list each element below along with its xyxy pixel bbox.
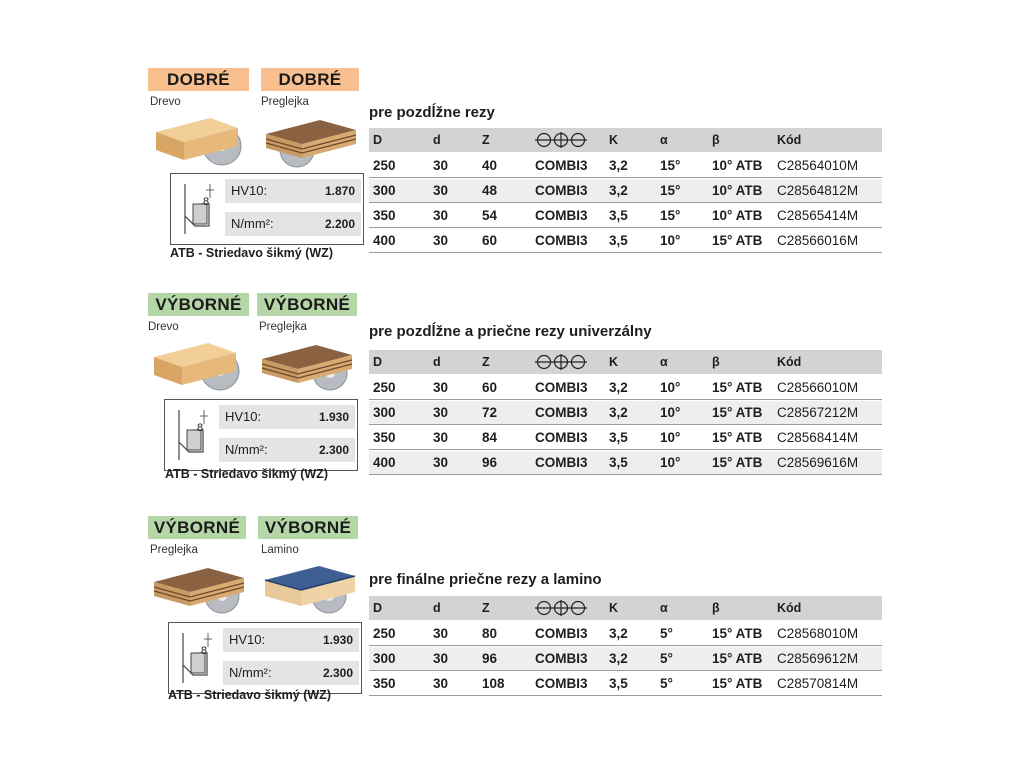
cell-Z: 72 [482,405,498,420]
cell-d: 30 [433,676,449,691]
table-header [369,596,882,620]
header-d: d [433,133,441,147]
cell-beta: 15° ATB [712,455,763,470]
cell-alpha: 15° [660,208,681,223]
header-beta: β [712,133,720,147]
hv10-value: 1.870 [324,184,355,198]
cell-beta: 15° ATB [712,626,763,641]
cell-K: 3,5 [609,208,628,223]
cell-K: 3,5 [609,233,628,248]
cell-alpha: 10° [660,380,681,395]
cell-type: COMBI3 [535,233,588,248]
cell-kod: C28569612M [777,651,859,666]
cell-K: 3,5 [609,676,628,691]
cell-beta: 15° ATB [712,676,763,691]
header-d: d [433,355,441,369]
cell-d: 30 [433,158,449,173]
wood-board-icon [150,108,248,172]
tensile-value: 2.200 [324,217,355,231]
header-beta: β [712,355,720,369]
header-D: D [373,355,383,369]
tensile-label: N/mm²: [225,442,268,457]
cell-kod: C28564812M [777,183,859,198]
table-row [369,426,882,450]
table-row [369,154,882,178]
cell-kod: C28568414M [777,430,859,445]
header-kod: Kód [777,133,802,147]
material-label-1: Drevo [150,96,181,108]
header-alpha: α [660,355,668,369]
cell-d: 30 [433,233,449,248]
header-alpha: α [660,601,668,615]
tooth-dimension: 8 [197,422,204,434]
cell-type: COMBI3 [535,380,588,395]
hv10-row [223,628,359,652]
section-title: pre pozdĺžne a priečne rezy univerzálny [369,323,652,340]
table-row [369,451,882,475]
header-beta: β [712,601,720,615]
cell-D: 250 [373,626,396,641]
hardness-spec-box [168,622,362,694]
saw-tooth-profile-icon [173,404,213,466]
cell-D: 250 [373,158,396,173]
cell-d: 30 [433,430,449,445]
hardness-spec-box [164,399,358,471]
header-D: D [373,601,383,615]
cell-Z: 80 [482,626,498,641]
cell-K: 3,2 [609,651,628,666]
cell-D: 400 [373,233,396,248]
section-title: pre finálne priečne rezy a lamino [369,571,602,588]
hv10-label: HV10: [225,409,262,424]
cell-alpha: 15° [660,183,681,198]
header-kod: Kód [777,601,802,615]
cell-type: COMBI3 [535,455,588,470]
section-1 [0,68,1024,318]
table-row [369,647,882,671]
cell-K: 3,2 [609,183,628,198]
plywood-board-icon [258,333,356,397]
cell-beta: 15° ATB [712,430,763,445]
cell-Z: 60 [482,233,498,248]
cell-beta: 15° ATB [712,651,763,666]
header-K: K [609,133,619,147]
header-Z: Z [482,133,490,147]
cell-kod: C28568010M [777,626,859,641]
cell-alpha: 15° [660,158,681,173]
hardness-spec-box [170,173,364,245]
saw-tooth-profile-icon [177,627,217,689]
cell-d: 30 [433,208,449,223]
cell-alpha: 10° [660,233,681,248]
cell-D: 300 [373,651,396,666]
cell-type: COMBI3 [535,651,588,666]
hv10-value: 1.930 [322,633,353,647]
cell-kod: C28564010M [777,158,859,173]
header-d: d [433,601,441,615]
cell-d: 30 [433,651,449,666]
hv10-label: HV10: [231,183,268,198]
header-alpha: α [660,133,668,147]
cell-type: COMBI3 [535,430,588,445]
cell-alpha: 10° [660,430,681,445]
cell-Z: 96 [482,651,498,666]
header-kod: Kód [777,355,802,369]
header-Z: Z [482,601,490,615]
cell-D: 350 [373,430,396,445]
cell-alpha: 10° [660,405,681,420]
section-title: pre pozdĺžne rezy [369,104,495,121]
cell-beta: 15° ATB [712,405,763,420]
cell-Z: 48 [482,183,498,198]
cell-type: COMBI3 [535,158,588,173]
table-row [369,376,882,400]
cell-type: COMBI3 [535,626,588,641]
rating-badge-1: DOBRÉ [148,68,249,91]
header-D: D [373,133,383,147]
table-row [369,622,882,646]
cell-beta: 10° ATB [712,158,763,173]
cell-kod: C28566016M [777,233,859,248]
table-row [369,179,882,203]
table-row [369,204,882,228]
tensile-label: N/mm²: [229,665,272,680]
cell-kod: C28570814M [777,676,859,691]
cell-beta: 10° ATB [712,183,763,198]
cell-kod: C28569616M [777,455,859,470]
cell-d: 30 [433,626,449,641]
hv10-row [225,179,361,203]
cell-beta: 15° ATB [712,233,763,248]
cell-K: 3,2 [609,626,628,641]
plywood-board-icon [262,108,360,172]
cell-K: 3,5 [609,430,628,445]
cell-K: 3,2 [609,405,628,420]
header-K: K [609,355,619,369]
tooth-type-label: ATB - Striedavo šikmý (WZ) [170,246,333,260]
tensile-label: N/mm²: [231,216,274,231]
rating-badge-2: DOBRÉ [261,68,359,91]
cell-kod: C28565414M [777,208,859,223]
table-header [369,128,882,152]
cell-D: 300 [373,405,396,420]
cell-d: 30 [433,380,449,395]
material-label-2: Preglejka [261,96,309,108]
cell-beta: 15° ATB [712,380,763,395]
rating-badge-2: VÝBORNÉ [258,516,358,539]
rating-badge-2: VÝBORNÉ [257,293,357,316]
tensile-row [223,661,359,685]
material-label-1: Drevo [148,321,179,333]
tensile-value: 2.300 [322,666,353,680]
cell-type: COMBI3 [535,405,588,420]
plywood-board-icon [150,556,248,620]
cell-D: 250 [373,380,396,395]
tensile-value: 2.300 [318,443,349,457]
table-header [369,350,882,374]
tooth-type-label: ATB - Striedavo šikmý (WZ) [168,688,331,702]
cell-Z: 60 [482,380,498,395]
cell-alpha: 10° [660,455,681,470]
cell-K: 3,2 [609,380,628,395]
cell-d: 30 [433,455,449,470]
table-row [369,672,882,696]
tensile-row [225,212,361,236]
table-row [369,229,882,253]
cell-beta: 10° ATB [712,208,763,223]
cell-D: 350 [373,676,396,691]
cell-Z: 84 [482,430,498,445]
hv10-value: 1.930 [318,410,349,424]
cell-kod: C28566010M [777,380,859,395]
cell-d: 30 [433,405,449,420]
cell-alpha: 5° [660,676,673,691]
cell-Z: 108 [482,676,505,691]
section-3 [0,516,1024,766]
cell-type: COMBI3 [535,183,588,198]
rating-badge-1: VÝBORNÉ [148,293,249,316]
tooth-type-label: ATB - Striedavo šikmý (WZ) [165,467,328,481]
cell-K: 3,2 [609,158,628,173]
header-K: K [609,601,619,615]
wood-board-icon [148,333,246,397]
cell-type: COMBI3 [535,676,588,691]
cell-Z: 54 [482,208,498,223]
rating-badge-1: VÝBORNÉ [148,516,246,539]
cell-K: 3,5 [609,455,628,470]
cell-d: 30 [433,183,449,198]
tooth-dimension: 8 [201,645,208,657]
cell-kod: C28567212M [777,405,859,420]
cell-alpha: 5° [660,651,673,666]
section-2 [0,293,1024,543]
cell-Z: 96 [482,455,498,470]
cell-Z: 40 [482,158,498,173]
cell-type: COMBI3 [535,208,588,223]
tensile-row [219,438,355,462]
table-row [369,401,882,425]
tooth-dimension: 8 [203,196,210,208]
cell-D: 350 [373,208,396,223]
material-label-2: Lamino [261,544,299,556]
material-label-2: Preglejka [259,321,307,333]
saw-tooth-profile-icon [179,178,219,240]
cell-alpha: 5° [660,626,673,641]
hv10-label: HV10: [229,632,266,647]
hv10-row [219,405,355,429]
laminate-board-icon [261,556,359,620]
cell-D: 400 [373,455,396,470]
header-Z: Z [482,355,490,369]
material-label-1: Preglejka [150,544,198,556]
cell-D: 300 [373,183,396,198]
